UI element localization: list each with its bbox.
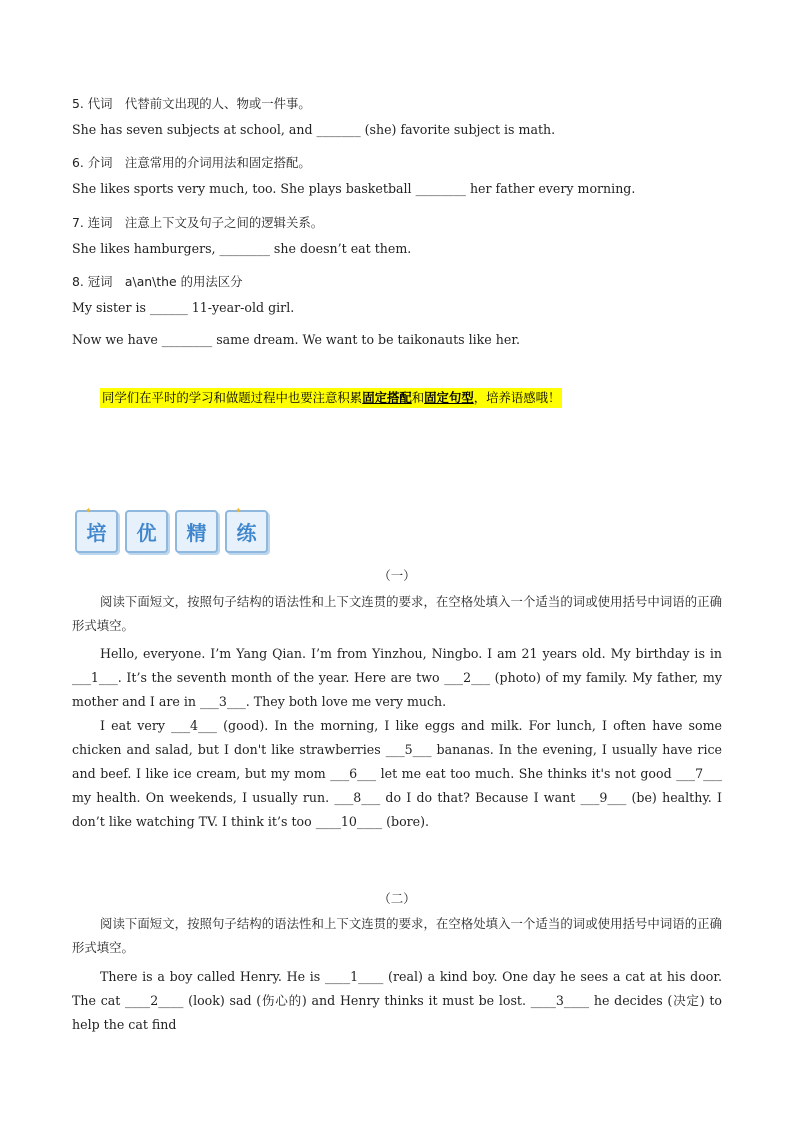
banner-tile [175, 510, 218, 553]
banner-tile [125, 510, 168, 553]
grammar-heading-conjunction: 7. 连词 注意上下文及句子之间的逻辑关系。 [72, 215, 324, 230]
section-instruction [72, 590, 722, 638]
passage-paragraph: I eat very ___4___ (good). In the morning, I like eggs and milk. For lunch, I often have some chicken and salad, but I don't like strawberries ___5___ bananas. In the evening, I usually have rice and beef. I like ice cream, but my mom ___6___ let me eat too much. She thinks it's not good ___7___ my health. On weekends, I usually run. ___8___ do I do that? Because I want ___9___ (be) healthy. I don’t like watching TV. I think it’s too ____10____ (bore). [72, 718, 722, 829]
banner-tile [225, 506, 268, 553]
section-instruction [72, 912, 722, 960]
note-emphasis: 固定句型 [424, 390, 474, 405]
example-sentence: She likes sports very much, too. She plays basketball ________ her father every morning. [72, 181, 636, 196]
grammar-heading-article: 8. 冠词 a\an\the 的用法区分 [72, 274, 243, 289]
note-text: 和 [411, 390, 425, 405]
banner-char: 精 [186, 521, 207, 545]
example-sentence: Now we have ________ same dream. We want to be taikonauts like her. [72, 332, 520, 347]
note-text: ，培养语感哦！ [473, 390, 561, 405]
sparkle-icon: ✦ [235, 506, 242, 515]
example-sentence: She likes hamburgers, ________ she doesn’t eat them. [72, 241, 412, 256]
passage [72, 965, 722, 1037]
banner-char: 练 [236, 521, 257, 545]
study-tip-note [100, 388, 562, 408]
banner-char: 优 [136, 521, 157, 545]
example-sentence: She has seven subjects at school, and _______ (she) favorite subject is math. [72, 122, 556, 137]
passage-paragraph: Hello, everyone. I’m Yang Qian. I’m from Yinzhou, Ningbo. I am 21 years old. My birthday is in ___1___. It’s the seventh month of the year. Here are two ___2___ (photo) of my family. My father, my mother and I are in ___3___. They both love me very much. [72, 646, 722, 709]
banner-char: 培 [86, 521, 107, 545]
example-sentence: My sister is ______ 11-year-old girl. [72, 300, 295, 315]
banner-tile [75, 506, 118, 553]
passage-paragraph: There is a boy called Henry. He is ____1____ (real) a kind boy. One day he sees a cat at his door. The cat ____2____ (look) sad (伤心的) and Henry thinks it must be lost. ____3____ he decides (决定) to help the cat find [72, 969, 722, 1032]
section-heading: （二） [378, 891, 416, 906]
instruction-text: 阅读下面短文，按照句子结构的语法性和上下文连贯的要求，在空格处填入一个适当的词或使用括号中词语的正确形式填空。 [72, 594, 722, 633]
grammar-heading-pronoun: 5. 代词 代替前文出现的人、物或一件事。 [72, 96, 311, 111]
instruction-text: 阅读下面短文，按照句子结构的语法性和上下文连贯的要求，在空格处填入一个适当的词或使用括号中词语的正确形式填空。 [72, 916, 722, 955]
section-heading: （一） [378, 568, 416, 583]
note-emphasis: 固定搭配 [362, 390, 412, 405]
note-text: 同学们在平时的学习和做题过程中也要注意积累 [102, 390, 363, 405]
section-banner [75, 506, 268, 553]
passage [72, 642, 722, 834]
grammar-heading-preposition: 6. 介词 注意常用的介词用法和固定搭配。 [72, 155, 311, 170]
sparkle-icon: ✦ [85, 506, 92, 515]
